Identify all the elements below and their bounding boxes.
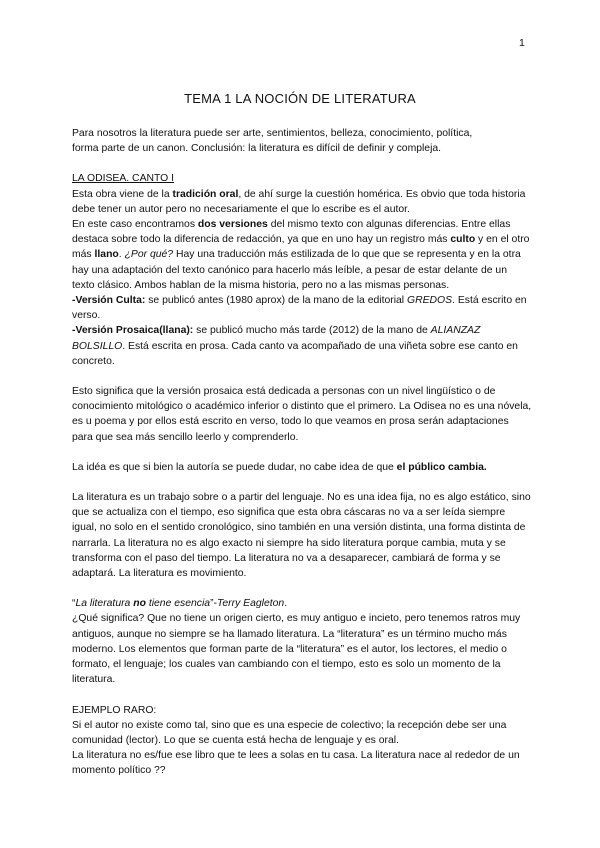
page-title: TEMA 1 LA NOCIÓN DE LITERATURA [184,91,416,106]
intro-line-2: forma parte de un canon. Conclusión: la literatura es difícil de definir y compleja. [72,143,442,155]
section-heading-odisea: LA ODISEA. CANTO I [72,173,175,185]
page-number: 1 [519,37,525,49]
document-body [72,126,532,779]
paragraph-lenguaje: La literatura es un trabajo sobre o a partir del lenguaje. No es una idea fija, no es algo estático, sino que se actualiza con el tiempo, eso significa que esta obra cáscaras no va a ser leída siempre igual, no solo en el sentido cronológico, sino también en una versión distinta, una forma distinta de narrarla. La literatura no es algo exacto ni siempre ha sido literatura porque cambia, muta y se transforma con el paso del tiempo. La literatura no va a desaparecer, cambiará de forma y se adaptará. La literatura es movimiento. [72,492,531,580]
raro-paragraph-2: La literatura no es/fue ese libro que te lees a solas en tu casa. La literatura nace al rededor de un momento político ?? [72,750,520,777]
odisea-paragraph-1: Esta obra viene de la tradición oral, de ahí surge la cuestión homérica. Es obvio que toda historia debe tener un autor pero no necesariamente el que lo escribe es el autor. [72,188,526,215]
paragraph-prosaica: Esto significa que la versión prosaica está dedicada a personas con un nivel lingüístico o de conocimiento mitológico o académico inferior o distinto que el primero. La Odisea no es una nóvela, es u poema y por ellos está escrito en verso, todo lo que veamos en prosa serán adaptaciones para que sea más sencillo leerlo y comprenderlo. [72,386,532,443]
paragraph-idea: La idéa es que si bien la autoría se puede dudar, no cabe idea de que el público cambia. [72,461,487,473]
quote-line: “La literatura no tiene esencia”-Terry Eagleton. [72,598,288,610]
odisea-paragraph-2: En este caso encontramos dos versiones del mismo texto con algunas diferencias. Entre ellas destaca sobre todo la diferencia de redacción, ya que en uno hay un registro más culto y en el otro más llano. ¿Por qué? Hay una traducción más estilizada de lo que que se representa y en la otra hay una adaptación del texto canónico para hacerlo más leíble, a pesar de estar delante de un texto clásico. Ambos hablan de la misma historia, pero no a las mismas personas. [72,219,530,291]
intro-paragraph [72,126,532,156]
version-prosaica: -Versión Prosaica(llana): se publicó mucho más tarde (2012) de la mano de ALIANZAZ BOLSILLO. Está escrita en prosa. Cada canto va acompañado de una viñeta sobre ese canto en concreto. [72,325,518,367]
paragraph-quote: ¿Qué significa? Que no tiene un origen cierto, es muy antiguo e incieto, pero tenemos ratros muy antiguos, aunque no siempre se ha llamado literatura. La “literatura” es un término mucho más moderno. Los elementos que forman parte de la “literatura” es el autor, los lectores, el medio o formato, el lenguaje; los cuales van cambiando con el tiempo, esto es solo un momento de la literatura. [72,613,521,686]
version-culta: -Versión Culta: se publicó antes (1980 aprox) de la mano de la editorial GREDOS. Está escrito en verso. [72,295,527,322]
section-heading-raro: EJEMPLO RARO: [72,704,157,716]
intro-line-1: Para nosotros la literatura puede ser arte, sentimientos, belleza, conocimiento, política, [72,128,473,139]
raro-paragraph-1: Si el autor no existe como tal, sino que es una especie de colectivo; la recepción debe ser una comunidad (lector). Lo que se cuenta está hecha de lenguaje y es oral. [72,719,507,746]
